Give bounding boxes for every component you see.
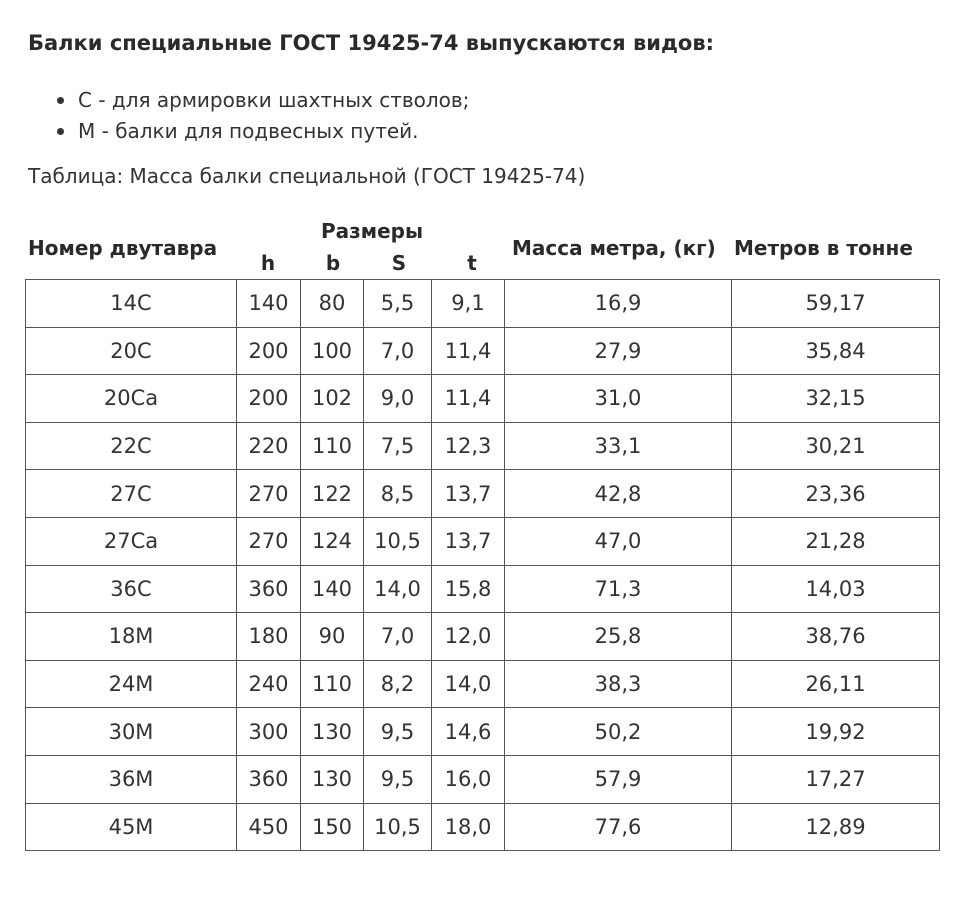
cell-h: 360 [237, 755, 301, 803]
cell-meters-per-ton: 17,27 [732, 755, 940, 803]
cell-mass-per-meter: 25,8 [505, 613, 732, 661]
cell-s: 7,0 [364, 613, 432, 661]
cell-beam-number: 27Са [26, 517, 237, 565]
cell-b: 102 [301, 375, 364, 423]
header-s: S [391, 251, 407, 275]
cell-meters-per-ton: 21,28 [732, 517, 940, 565]
cell-mass-per-meter: 31,0 [505, 375, 732, 423]
cell-h: 140 [237, 280, 301, 328]
cell-meters-per-ton: 26,11 [732, 660, 940, 708]
table-row [26, 470, 940, 518]
cell-s: 9,5 [364, 708, 432, 756]
header-meters-per-ton: Метров в тонне [734, 236, 913, 260]
cell-t: 9,1 [432, 280, 505, 328]
page-heading: Балки специальные ГОСТ 19425-74 выпускаются видов: [28, 31, 715, 55]
table-row [26, 755, 940, 803]
cell-t: 13,7 [432, 470, 505, 518]
cell-meters-per-ton: 32,15 [732, 375, 940, 423]
cell-meters-per-ton: 23,36 [732, 470, 940, 518]
cell-beam-number: 18М [26, 613, 237, 661]
table-row [26, 517, 940, 565]
cell-mass-per-meter: 57,9 [505, 755, 732, 803]
cell-b: 124 [301, 517, 364, 565]
cell-s: 7,0 [364, 327, 432, 375]
cell-beam-number: 22С [26, 422, 237, 470]
header-dimensions: Размеры [320, 219, 424, 243]
cell-mass-per-meter: 27,9 [505, 327, 732, 375]
cell-h: 180 [237, 613, 301, 661]
cell-h: 270 [237, 470, 301, 518]
cell-b: 140 [301, 565, 364, 613]
cell-s: 10,5 [364, 803, 432, 851]
cell-t: 12,0 [432, 613, 505, 661]
cell-b: 130 [301, 708, 364, 756]
list-item-text: С - для армировки шахтных стволов; [78, 88, 470, 112]
cell-t: 11,4 [432, 375, 505, 423]
cell-meters-per-ton: 30,21 [732, 422, 940, 470]
cell-h: 300 [237, 708, 301, 756]
header-mass-per-meter: Масса метра, (кг) [512, 236, 716, 260]
cell-s: 8,5 [364, 470, 432, 518]
cell-s: 14,0 [364, 565, 432, 613]
cell-beam-number: 24М [26, 660, 237, 708]
header-b: b [325, 251, 341, 275]
cell-meters-per-ton: 12,89 [732, 803, 940, 851]
cell-s: 7,5 [364, 422, 432, 470]
cell-h: 240 [237, 660, 301, 708]
cell-mass-per-meter: 42,8 [505, 470, 732, 518]
cell-b: 80 [301, 280, 364, 328]
header-t: t [467, 251, 477, 275]
cell-s: 9,5 [364, 755, 432, 803]
cell-h: 360 [237, 565, 301, 613]
cell-meters-per-ton: 35,84 [732, 327, 940, 375]
cell-s: 10,5 [364, 517, 432, 565]
cell-t: 14,0 [432, 660, 505, 708]
cell-b: 150 [301, 803, 364, 851]
list-item [78, 117, 469, 148]
cell-h: 220 [237, 422, 301, 470]
bullet-dot-icon [57, 97, 64, 104]
beam-mass-table [25, 279, 940, 851]
cell-h: 200 [237, 327, 301, 375]
cell-t: 14,6 [432, 708, 505, 756]
cell-h: 200 [237, 375, 301, 423]
cell-s: 5,5 [364, 280, 432, 328]
table-body [26, 280, 940, 851]
table-caption: Таблица: Масса балки специальной (ГОСТ 19425-74) [28, 164, 586, 188]
cell-mass-per-meter: 47,0 [505, 517, 732, 565]
cell-b: 110 [301, 422, 364, 470]
cell-beam-number: 27С [26, 470, 237, 518]
cell-t: 18,0 [432, 803, 505, 851]
table-row [26, 327, 940, 375]
cell-t: 13,7 [432, 517, 505, 565]
cell-beam-number: 36М [26, 755, 237, 803]
table-row [26, 375, 940, 423]
table-row [26, 613, 940, 661]
cell-h: 270 [237, 517, 301, 565]
table-row [26, 422, 940, 470]
cell-mass-per-meter: 16,9 [505, 280, 732, 328]
cell-t: 16,0 [432, 755, 505, 803]
list-item-text: М - балки для подвесных путей. [78, 119, 419, 143]
cell-s: 9,0 [364, 375, 432, 423]
cell-b: 100 [301, 327, 364, 375]
header-h: h [260, 251, 276, 275]
cell-mass-per-meter: 77,6 [505, 803, 732, 851]
cell-meters-per-ton: 14,03 [732, 565, 940, 613]
cell-mass-per-meter: 71,3 [505, 565, 732, 613]
cell-b: 130 [301, 755, 364, 803]
cell-b: 110 [301, 660, 364, 708]
table-row [26, 280, 940, 328]
cell-beam-number: 45М [26, 803, 237, 851]
cell-h: 450 [237, 803, 301, 851]
cell-beam-number: 14С [26, 280, 237, 328]
table-row [26, 565, 940, 613]
cell-b: 90 [301, 613, 364, 661]
cell-beam-number: 30М [26, 708, 237, 756]
cell-t: 15,8 [432, 565, 505, 613]
cell-meters-per-ton: 59,17 [732, 280, 940, 328]
header-beam-number: Номер двутавра [28, 236, 218, 260]
cell-t: 11,4 [432, 327, 505, 375]
cell-beam-number: 36С [26, 565, 237, 613]
cell-beam-number: 20Са [26, 375, 237, 423]
table-row [26, 803, 940, 851]
cell-s: 8,2 [364, 660, 432, 708]
cell-meters-per-ton: 38,76 [732, 613, 940, 661]
cell-b: 122 [301, 470, 364, 518]
cell-mass-per-meter: 38,3 [505, 660, 732, 708]
table-row [26, 660, 940, 708]
cell-t: 12,3 [432, 422, 505, 470]
cell-mass-per-meter: 33,1 [505, 422, 732, 470]
cell-meters-per-ton: 19,92 [732, 708, 940, 756]
list-item [78, 86, 469, 117]
table-row [26, 708, 940, 756]
cell-mass-per-meter: 50,2 [505, 708, 732, 756]
bullet-dot-icon [57, 128, 64, 135]
cell-beam-number: 20С [26, 327, 237, 375]
beam-types-list [78, 86, 469, 148]
